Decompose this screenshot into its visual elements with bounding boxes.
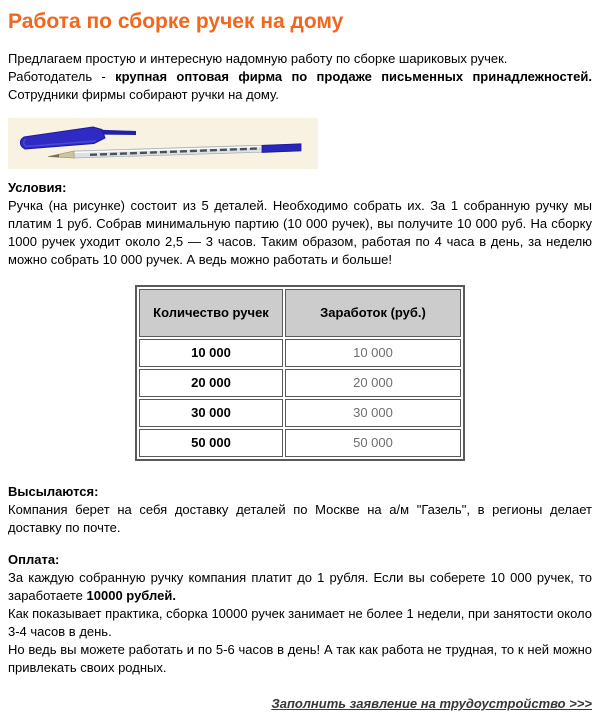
footer	[8, 695, 592, 713]
intro-paragraph	[8, 50, 592, 104]
payment-line1: За каждую собранную ручку компания платит до 1 рубля. Если вы соберете 10 000 ручек, то заработаете	[8, 570, 592, 603]
table-cell-quantity: 30 000	[139, 399, 283, 427]
payment-line3: Но ведь вы можете работать и по 5-6 часов в день! А так как работа не трудная, то к ней можно привлекать своих родных.	[8, 642, 592, 675]
delivery-heading: Высылаются:	[8, 484, 99, 499]
table-row	[139, 369, 461, 397]
pen-end-plug	[262, 144, 301, 153]
conditions-text: Ручка (на рисунке) состоит из 5 деталей. Необходимо собрать их. За 1 собранную ручку мы платим 1 руб. Собрав минимальную партию (10 000 ручек), вы получите 10 000 руб. На сборку 1000 ручек уходит около 2,5 — 3 часов. Таким образом, работая по 4 часа в день, за неделю можно собрать 10 000 ручек. А ведь можно работать и больше!	[8, 198, 592, 267]
table-header-earnings: Заработок (руб.)	[285, 289, 461, 337]
conditions-paragraph	[8, 179, 592, 269]
intro-line2-bold: крупная оптовая фирма по продаже письменных принадлежностей.	[115, 69, 592, 84]
table-cell-quantity: 10 000	[139, 339, 283, 367]
table-cell-quantity: 20 000	[139, 369, 283, 397]
intro-line2-prefix: Работодатель -	[8, 69, 106, 84]
earnings-table	[135, 285, 465, 461]
delivery-text: Компания берет на себя доставку деталей по Москве на а/м "Газель", в регионы делает доставку по почте.	[8, 502, 592, 535]
conditions-heading: Условия:	[8, 180, 67, 195]
apply-link[interactable]: Заполнить заявление на трудоустройство >>>	[271, 696, 592, 711]
payment-heading: Оплата:	[8, 552, 60, 567]
intro-line3: Сотрудники фирмы собирают ручки на дому.	[8, 87, 279, 102]
delivery-paragraph	[8, 483, 592, 537]
pen-photo-image	[8, 118, 318, 169]
table-header-quantity: Количество ручек	[139, 289, 283, 337]
intro-line1: Предлагаем простую и интересную надомную работу по сборке шариковых ручек.	[8, 51, 508, 66]
table-row	[139, 429, 461, 457]
payment-line2: Как показывает практика, сборка 10000 ручек занимает не более 1 недели, при занятости около 3-4 часов в день.	[8, 606, 592, 639]
table-cell-earnings: 50 000	[285, 429, 461, 457]
payment-paragraph	[8, 551, 592, 677]
payment-amount-bold: 10000 рублей.	[86, 588, 176, 603]
table-row	[139, 339, 461, 367]
table-cell-quantity: 50 000	[139, 429, 283, 457]
table-cell-earnings: 20 000	[285, 369, 461, 397]
page-title: Работа по сборке ручек на дому	[8, 10, 344, 33]
earnings-table-header-row	[139, 289, 461, 337]
table-row	[139, 399, 461, 427]
table-cell-earnings: 10 000	[285, 339, 461, 367]
table-cell-earnings: 30 000	[285, 399, 461, 427]
pen-photo	[8, 118, 318, 169]
